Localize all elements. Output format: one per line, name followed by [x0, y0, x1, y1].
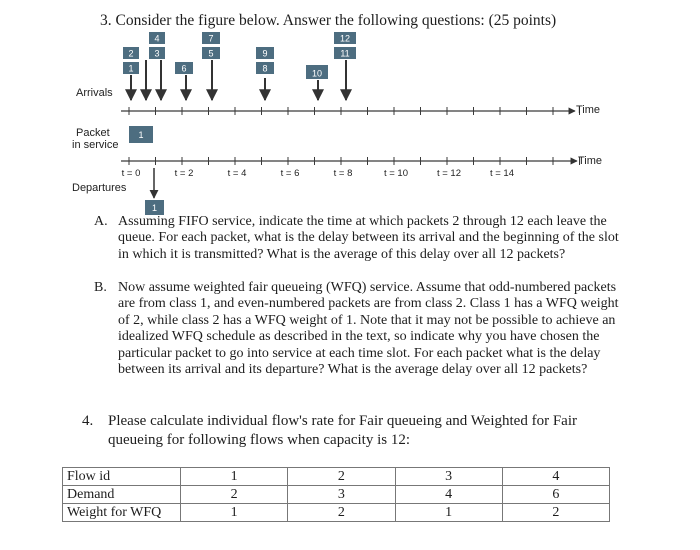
arrival-packet-label: 10: [311, 68, 323, 79]
arrivals-time-label: Time: [576, 104, 601, 116]
table-cell: 3: [395, 468, 502, 486]
table-row: [63, 468, 610, 486]
departures-label: Departures: [72, 182, 127, 194]
departure-packet-label: 1: [151, 203, 158, 213]
table-cell: 1: [181, 504, 288, 522]
arrival-packet-label: 12: [339, 33, 351, 44]
departures-time-label: Time: [578, 155, 603, 167]
time-tick-label: t = 10: [383, 168, 409, 179]
table-cell: 4: [395, 486, 502, 504]
arrival-packets: [123, 32, 356, 79]
table-cell: 4: [502, 468, 609, 486]
part-b-marker: B.: [94, 280, 107, 295]
arrival-packet-label: 9: [262, 48, 268, 59]
part-a: [94, 214, 628, 263]
arrival-packet-label: 11: [340, 48, 350, 59]
part-a-text: Assuming FIFO service, indicate the time at which packets 2 through 12 each leave the queue. For each packet, what is the delay between its arrival and the beginning of the slot in which it is transmitted? What is the average of this delay over all 12 packets?: [118, 214, 619, 262]
table-row: [63, 486, 610, 504]
question-4-text: Please calculate individual flow's rate for Fair queueing and Weighted for Fair queueing for following flows when capacity is 12:: [108, 413, 577, 448]
time-tick-labels: [122, 168, 514, 179]
part-a-marker: A.: [94, 214, 108, 229]
table-cell: 2: [288, 468, 395, 486]
arrival-packet-label: 3: [154, 48, 160, 59]
arrivals-label: Arrivals: [76, 87, 113, 99]
time-tick-label: t = 8: [333, 168, 353, 179]
question-3-heading: 3. Consider the figure below. Answer the following questions: (25 points): [100, 12, 557, 29]
time-tick-label: t = 2: [174, 168, 194, 179]
arrival-packet-label: 6: [181, 63, 187, 74]
arrival-packet-label: 2: [128, 48, 134, 59]
table-cell: 6: [502, 486, 609, 504]
packet-in-service-label-line2: in service: [72, 139, 119, 151]
table-cell: 2: [502, 504, 609, 522]
row-header: Demand: [63, 486, 181, 504]
packet-in-service-label-line1: Packet: [76, 127, 110, 139]
part-b-text: Now assume weighted fair queueing (WFQ) service. Assume that odd-numbered packets are from class 1, and even-numbered packets are from class 2. Class 1 has a WFQ weight of 2, while class 2 has a WFQ weight of 1. Note that it may not be possible to achieve an idealized WFQ schedule as described in the text, so indicate why you have chosen the particular packet to go into service at each time slot. For each packet what is the delay between its arrival and its departure? What is the average delay over all 12 packets?: [118, 280, 619, 378]
question-4: [82, 412, 622, 449]
time-tick-label: t = 6: [280, 168, 300, 179]
table-cell: 1: [181, 468, 288, 486]
time-tick-label: t = 4: [227, 168, 247, 179]
row-header: Weight for WFQ: [63, 504, 181, 522]
table-cell: 1: [395, 504, 502, 522]
arrival-packet-label: 8: [262, 63, 268, 74]
table-cell: 2: [181, 486, 288, 504]
row-header: Flow id: [63, 468, 181, 486]
table-row: [63, 504, 610, 522]
table-cell: 2: [288, 504, 395, 522]
service-packet-label: 1: [138, 130, 144, 140]
flows-table: [62, 467, 610, 522]
time-tick-label: t = 0: [121, 168, 141, 179]
arrival-packet-label: 4: [154, 33, 160, 44]
table-cell: 3: [288, 486, 395, 504]
time-tick-label: t = 14: [489, 168, 515, 179]
arrival-packet-label: 7: [208, 33, 214, 44]
part-b: [94, 280, 628, 378]
question-4-marker: 4.: [82, 413, 94, 429]
arrival-packet-label: 1: [128, 63, 134, 74]
time-tick-label: t = 12: [436, 168, 462, 179]
arrival-packet-label: 5: [208, 48, 214, 59]
